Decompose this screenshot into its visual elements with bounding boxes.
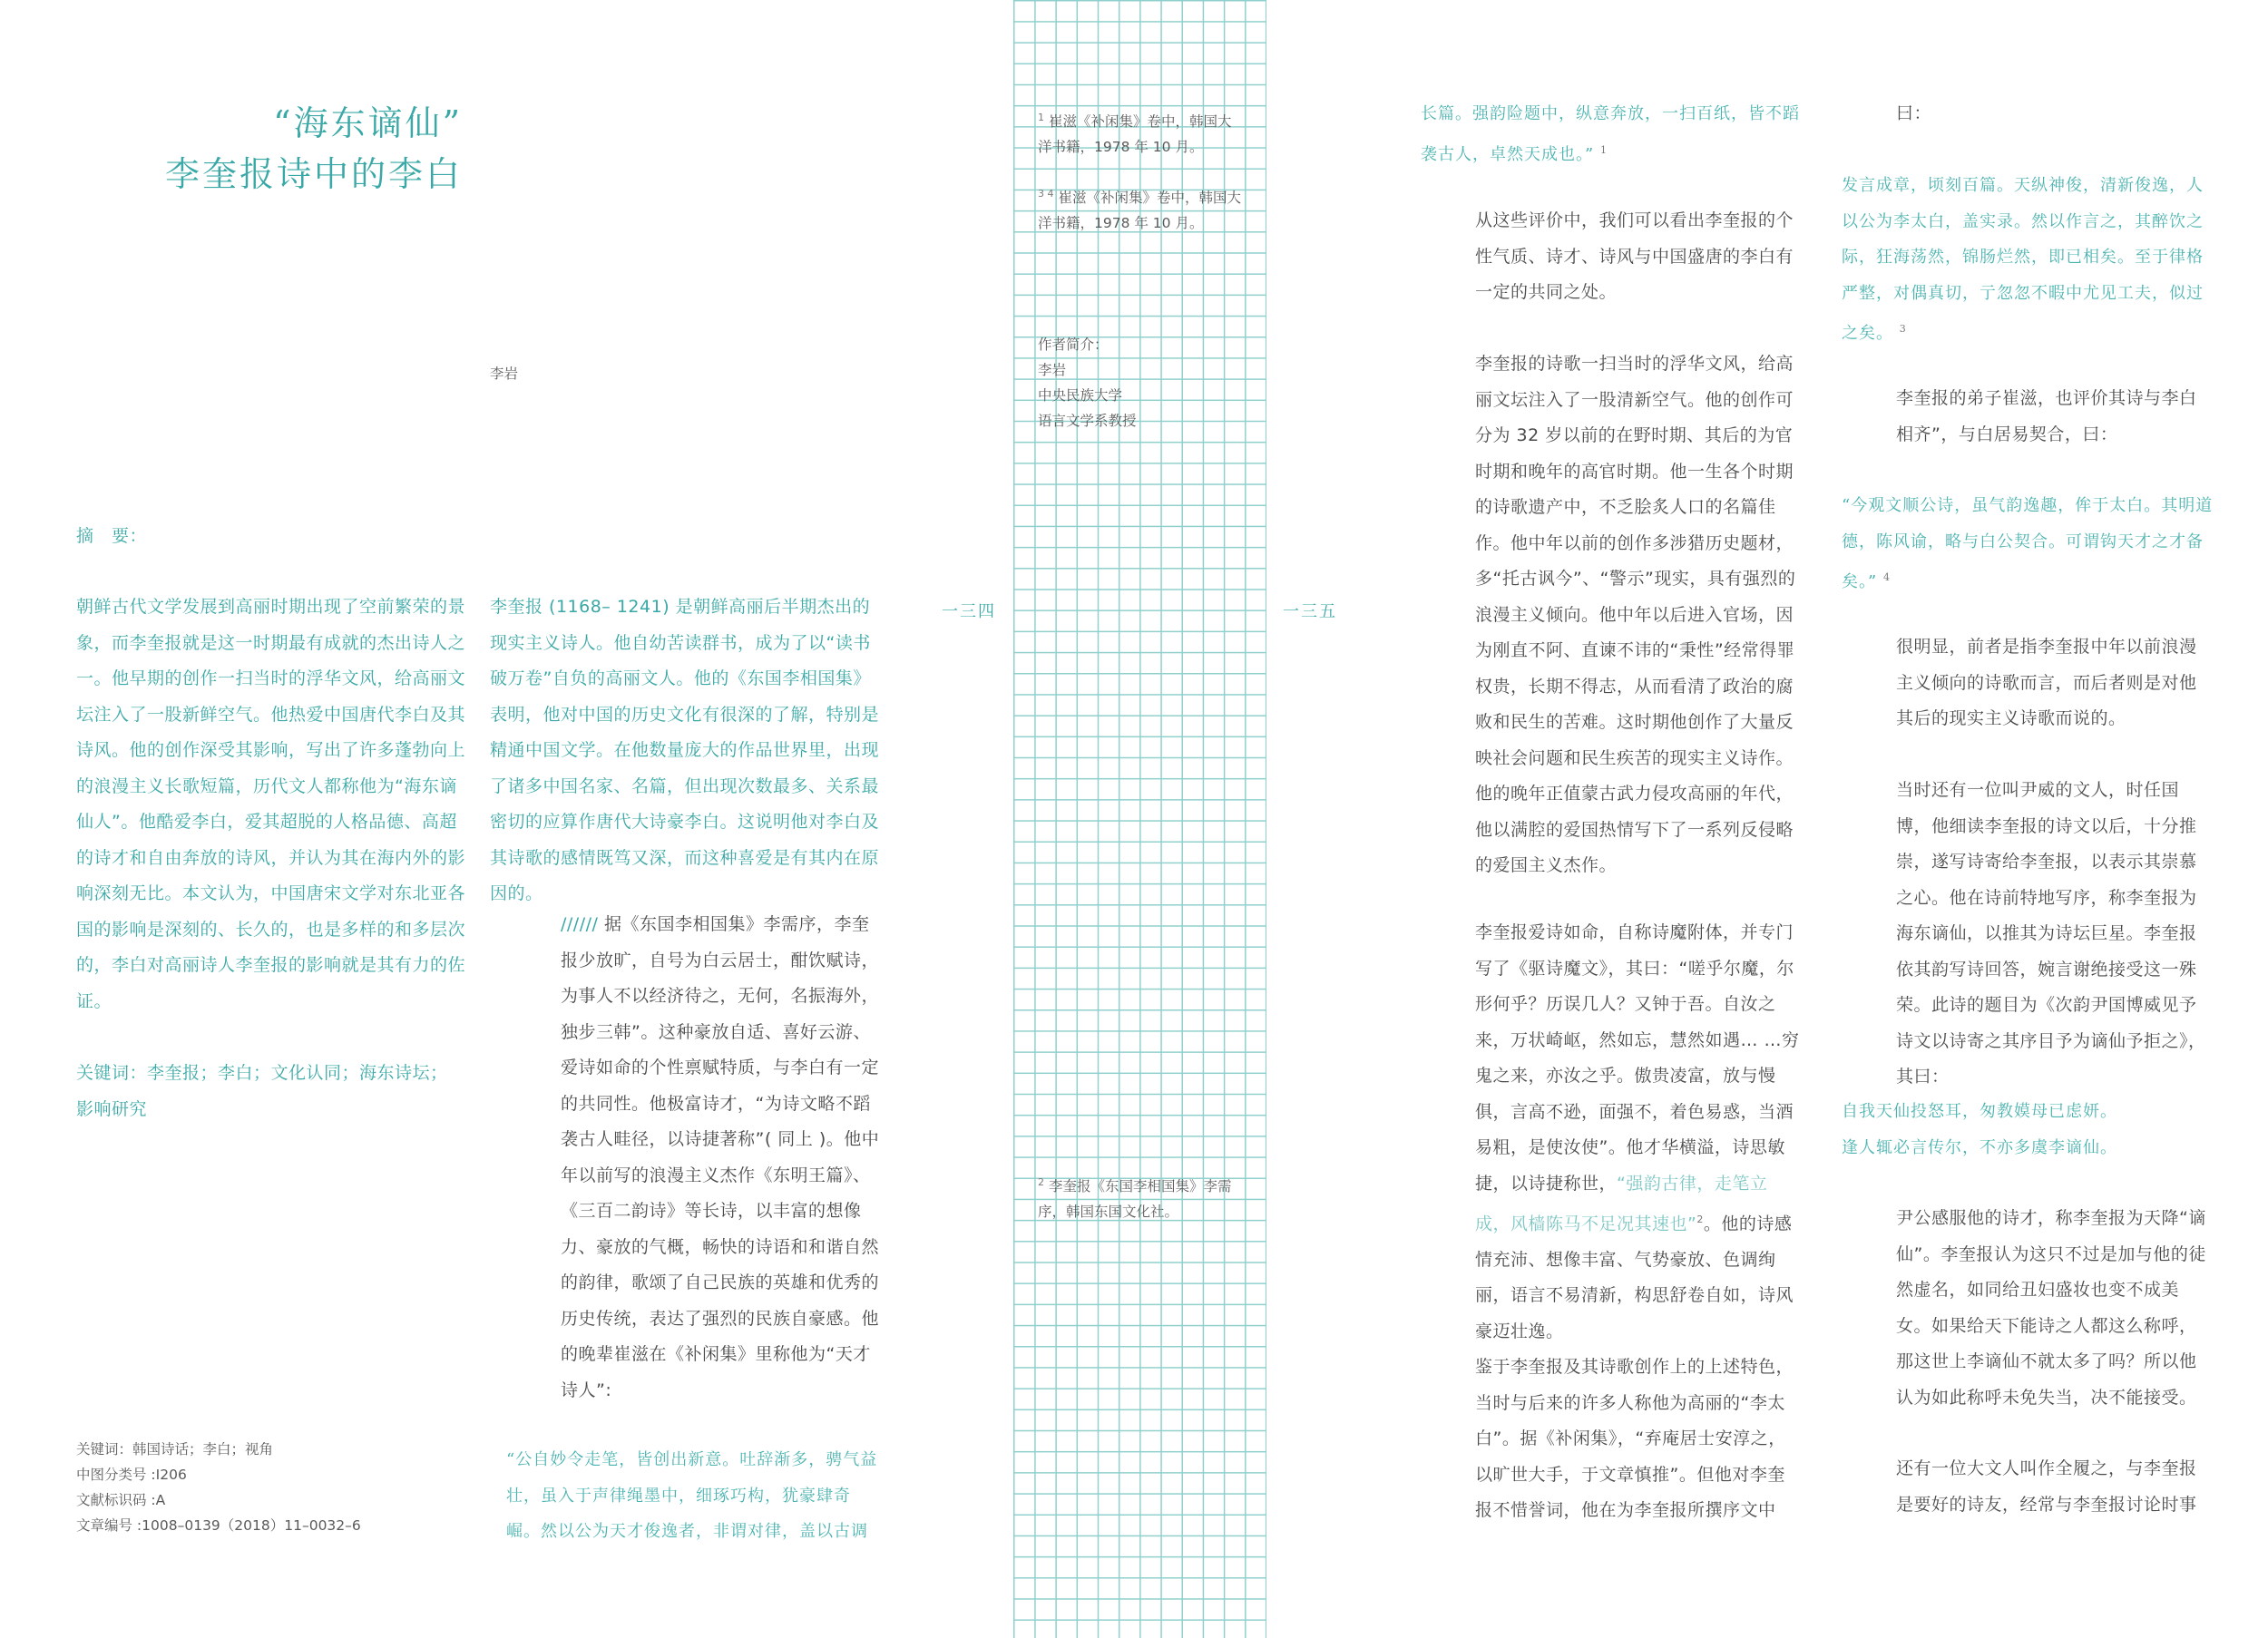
col4-quote-2-marker: 4 bbox=[1882, 571, 1891, 583]
abstract-label: 摘 要： bbox=[76, 526, 148, 546]
meta-doc-code: 文献标识码 :A bbox=[76, 1492, 166, 1508]
col4-para-3: 当时还有一位叫尹威的文人，时任国博，他细读李奎报的诗文以后，十分推崇，遂写诗寄给李奎报，以表示其崇慕之心。他在诗前特地写序，称李奎报为海东谪仙，以推其为诗坛巨星。李奎报依其韵写诗回答，婉言谢绝接受这一殊荣。此诗的题目为《次韵尹国博威见予诗文以诗寄之其序目予为谪仙予拒之》，其曰： bbox=[1896, 780, 2206, 1087]
article-title bbox=[136, 98, 463, 200]
col2-body-text: 据《东国李相国集》李需序，李奎报少放旷，自号为白云居士，酣饮赋诗，为事人不以经济待之，无何，名振海外，独步三韩”。这种豪放自适、喜好云游、爱诗如命的个性禀赋特质，与李白有一定的共同性。他极富诗才，“为诗文略不蹈袭古人畦径，以诗捷著称”( 同上 )。他中年以前写的浪漫主义杰作《东明王篇》、《三百二韵诗》等长诗，以丰富的想像力、豪放的气概，畅快的诗语和和谐自然的韵律，歌颂了自己民族的英雄和优秀的历史传统，表达了强烈的民族自豪感。他的晚辈崔滋在《补闲集》里称他为“天才诗人”: bbox=[561, 914, 880, 1400]
footnote-1-text: 崔滋《补闲集》卷中，韩国大洋书籍，1978 年 10 月。 bbox=[1038, 113, 1232, 156]
col3-para-3 bbox=[1475, 915, 1802, 1350]
decorative-slashes: ////// bbox=[561, 914, 599, 934]
col3-para-3-marker: 2 bbox=[1696, 1214, 1704, 1225]
col4-poem bbox=[1842, 1094, 2223, 1165]
author-name: 李岩 bbox=[490, 366, 519, 382]
col3-para-3-quote: “强韵古律，走笔立成，风樯陈马不足况其速也” bbox=[1475, 1173, 1768, 1234]
author-profile-label: 作者简介： bbox=[1038, 336, 1109, 353]
col3-quote-end-marker: 1 bbox=[1599, 143, 1608, 156]
grid-strip bbox=[1013, 0, 1266, 1638]
footnote-2 bbox=[1038, 1170, 1246, 1224]
col4-quote-1-text: 发言成章，顷刻百篇。天纵神俊，清新俊逸，人以公为李太白，盖实录。然以作言之，其醉饮之际，狂海荡然，锦肠烂然，即已相矣。至于律格严整，对偶真切，亍忽忽不暇中尤见工夫，似过之矣。 bbox=[1842, 176, 2204, 343]
title-line-1: “海东谪仙” bbox=[273, 103, 463, 143]
abstract-text: 朝鲜古代文学发展到高丽时期出现了空前繁荣的景象，而李奎报就是这一时期最有成就的杰出诗人之一。他早期的创作一扫当时的浮华文风，给高丽文坛注入了一股新鲜空气。他热爱中国唐代李白及其诗风。他的创作深受其影响，写出了许多蓬勃向上的浪漫主义长歌短篇，历代文人都称他为“海东谪仙人”。他酷爱李白，爱其超脱的人格品德、高超的诗才和自由奔放的诗风，并认为其在海内外的影响深刻无比。本文认为，中国唐宋文学对东北亚各国的影响是深刻的、长久的，也是多样的和多层次的，李白对高丽诗人李奎报的影响就是其有力的佐证。 bbox=[76, 597, 466, 1011]
intro-paragraph: 李奎报 (1168– 1241) 是朝鲜高丽后半期杰出的现实主义诗人。他自幼苦读群书，成为了以“读书破万卷”自负的高丽文人。他的《东国李相国集》表明，他对中国的历史文化有很深的了解，特别是精通中国文学。在他数量庞大的作品世界里，出现了诸多中国名家、名篇，但出现次数最多、关系最密切的应算作唐代大诗豪李白。这说明他对李白及其诗歌的感情既笃又深，而这种喜爱是有其内在原因的。 bbox=[490, 597, 880, 903]
footnote-1-marker: 1 bbox=[1038, 112, 1044, 123]
col4-quote-2 bbox=[1842, 488, 2214, 600]
meta-article-no: 文章编号 :1008–0139（2018）11–0032–6 bbox=[76, 1517, 361, 1534]
col4-para-2: 很明显，前者是指李奎报中年以前浪漫主义倾向的诗歌而言，而后者则是对他其后的现实主义诗歌而说的。 bbox=[1896, 637, 2197, 728]
meta-keywords: 关键词：韩国诗话；李白；视角 bbox=[76, 1441, 274, 1458]
footnote-2-marker: 2 bbox=[1038, 1176, 1044, 1188]
footnote-3-4 bbox=[1038, 181, 1242, 236]
author-profile bbox=[1038, 332, 1242, 434]
meta-clc: 中图分类号 :I206 bbox=[76, 1467, 187, 1483]
col4-para-4: 尹公感服他的诗才，称李奎报为天降“谪仙”。李奎报认为这只不过是加与他的徒然虚名，如同给丑妇盛妆也变不成美女。如果给天下能诗之人都这么称呼，那这世上李谪仙不就太多了吗？所以他认为如此称呼未免失当，决不能接受。 bbox=[1896, 1208, 2206, 1408]
col4-para-5: 还有一位大文人叫作全履之，与李奎报是要好的诗友，经常与李奎报讨论时事 bbox=[1896, 1458, 2197, 1515]
footnote-1 bbox=[1038, 105, 1242, 160]
col3-quote-end bbox=[1421, 96, 1802, 172]
abstract-keywords: 关键词：李奎报；李白；文化认同；海东诗坛； 影响研究 bbox=[76, 1063, 448, 1119]
col4-quote-1 bbox=[1842, 168, 2214, 352]
col3-para-2: 李奎报的诗歌一扫当时的浮华文风，给高丽文坛注入了一股清新空气。他的创作可分为 32 岁以前的在野时期、其后的为官时期和晚年的高官时期。他一生各个时期的诗歌遗产中，不乏脍炙人口的名篇佳作。他中年以前的创作多涉猎历史题材，多“托古讽今”、“警示”现实，具有强烈的浪漫主义倾向。他中年以后进入官场，因为刚直不阿、直谏不讳的“秉性”经常得罪权贵，长期不得志，从而看清了政治的腐败和民生的苦难。这时期他创作了大量反映社会问题和民生疾苦的现实主义诗作。他的晚年正值蒙古武力侵攻高丽的年代，他以满腔的爱国热情写下了一系列反侵略的爱国主义杰作。 bbox=[1475, 354, 1796, 875]
col3-para-3-a: 李奎报爱诗如命，自称诗魔附体，并专门写了《驱诗魔文》，其曰：“嗟乎尔魔，尔形何乎？历误几人？又钟于吾。自汝之来，万状崎岖，然如忘，慧然如遇… …穷鬼之来，亦汝之乎。傲贵凌富，放与慢俱，言高不逊，面强不，着色易惑，当酒易粗，是使汝使”。他才华横溢，诗思敏捷，以诗捷称世， bbox=[1475, 922, 1800, 1194]
col3-para-3-b: 。他的诗感情充沛、想像丰富、气势豪放、色调绚丽，语言不易清新，构思舒卷自如，诗风豪迈壮逸。 bbox=[1475, 1214, 1794, 1341]
article-meta bbox=[76, 1437, 457, 1538]
col4-poem-line-2: 逢人辄必言传尔，不亦多虞李谪仙。 bbox=[1842, 1137, 2117, 1157]
footnote-3-4-text: 崔滋《补闲集》卷中，韩国大洋书籍，1978 年 10 月。 bbox=[1038, 190, 1241, 232]
author-profile-name: 李岩 bbox=[1038, 362, 1067, 378]
col2-quote: “公自妙令走笔，皆创出新意。吐辞渐多，骋气益壮，虽入于声律绳墨中，细琢巧构，犹豪肆奇崛。然以公为天才俊逸者，非谓对律，盖以古调 bbox=[506, 1450, 878, 1541]
col4-para-1: 李奎报的弟子崔滋，也评价其诗与李白相齐”，与白居易契合，曰： bbox=[1896, 388, 2197, 444]
page-number-right: 一三五 bbox=[1283, 602, 1337, 621]
col3-para-4: 鉴于李奎报及其诗歌创作上的上述特色，当时与后来的许多人称他为高丽的“李太白”。据《补闲集》，“弃庵居士安淳之，以旷世大手，于文章慎推”。但他对李奎报不惜誉词，他在为李奎报所撰序文中 bbox=[1475, 1357, 1794, 1520]
col3-para-1: 从这些评价中，我们可以看出李奎报的个性气质、诗才、诗风与中国盛唐的李白有一定的共同之处。 bbox=[1475, 210, 1794, 302]
footnote-3-4-marker: 3 4 bbox=[1038, 188, 1054, 200]
col4-quote-2-text: “今观文顺公诗，虽气韵逸趣，侔于太白。其明道德，陈风谕，略与白公契合。可谓钩天才之才备矣。” bbox=[1842, 496, 2214, 591]
footnote-2-text: 李奎报《东国李相国集》李需序，韩国东国文化社。 bbox=[1038, 1178, 1232, 1221]
title-line-2: 李奎报诗中的李白 bbox=[164, 154, 463, 194]
page-number-left: 一三四 bbox=[942, 602, 996, 621]
col4-quote-1-marker: 3 bbox=[1899, 323, 1907, 335]
col4-poem-line-1: 自我天仙投怒耳，匆教嫫母已虑妍。 bbox=[1842, 1102, 2117, 1121]
author-profile-dept: 语言文学系教授 bbox=[1038, 413, 1137, 429]
col4-yue: 曰： bbox=[1896, 103, 1932, 123]
col2-body bbox=[561, 907, 880, 1409]
col3-quote-end-text: 长篇。强韵险题中，纵意奔放，一扫百纸，皆不蹈袭古人，卓然天成也。” bbox=[1421, 104, 1800, 164]
author-profile-unit: 中央民族大学 bbox=[1038, 387, 1123, 404]
